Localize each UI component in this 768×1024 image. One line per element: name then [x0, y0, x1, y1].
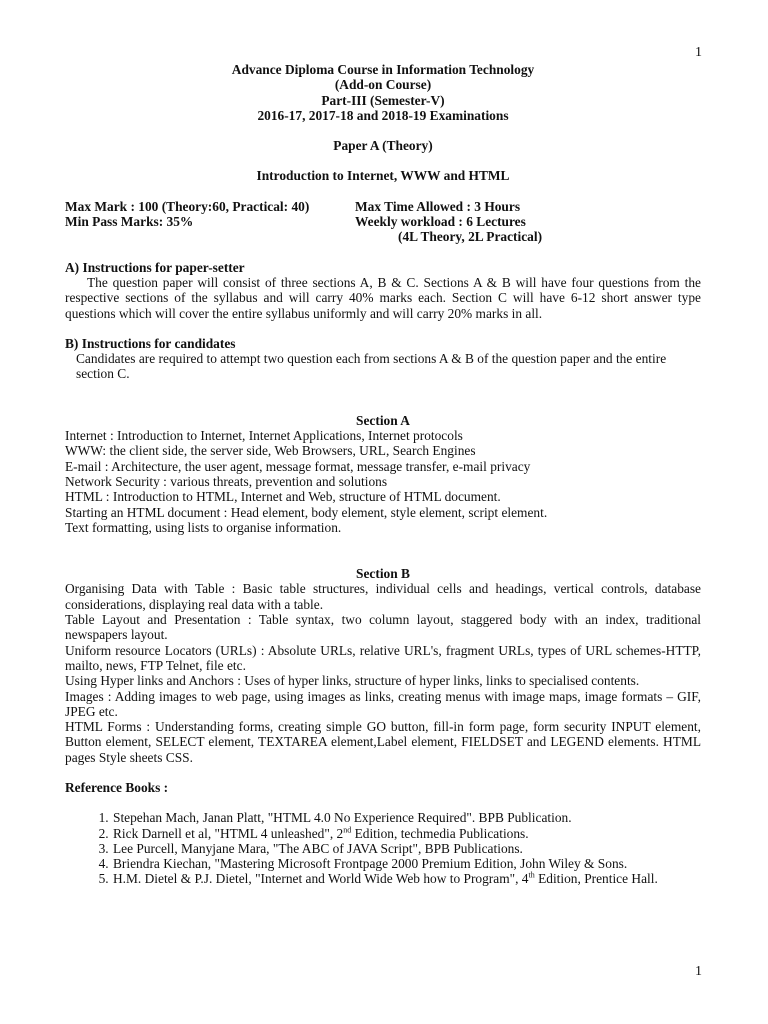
reference-item: 1. Stepehan Mach, Janan Platt, "HTML 4.0 No Experience Required". BPB Publication.	[112, 810, 701, 825]
reference-item: 3. Lee Purcell, Manyjane Mara, "The ABC of JAVA Script", BPB Publications.	[112, 841, 701, 856]
page-number-bottom: 1	[695, 964, 702, 979]
reference-list	[65, 810, 701, 886]
section-a-line: HTML : Introduction to HTML, Internet and Web, structure of HTML document.	[65, 489, 501, 505]
marks-row-1	[65, 199, 701, 214]
section-b-paragraph: Using Hyper links and Anchors : Uses of hyper links, structure of hyper links, links to specialised contents.	[65, 673, 640, 689]
section-b-paragraph: Images : Adding images to web page, using images as links, creating menus with image maps, image formats – GIF, JPEG etc.	[65, 688, 701, 719]
max-time: Max Time Allowed : 3 Hours	[355, 198, 521, 214]
course-part: Part-III (Semester-V)	[321, 92, 445, 108]
workload-split: (4L Theory, 2L Practical)	[398, 229, 543, 245]
subject-title: Introduction to Internet, WWW and HTML	[256, 168, 510, 184]
section-b-paragraph: Table Layout and Presentation : Table syntax, two column layout, staggered body with an index, traditional newspapers layout.	[65, 612, 701, 643]
course-subtitle: (Add-on Course)	[334, 77, 432, 93]
setter-heading: A) Instructions for paper-setter	[65, 259, 245, 275]
max-mark: Max Mark : 100 (Theory:60, Practical: 40)	[65, 198, 310, 214]
section-a-line: WWW: the client side, the server side, Web Browsers, URL, Search Engines	[65, 443, 476, 459]
reference-item: 2. Rick Darnell et al, "HTML 4 unleashed", 2nd Edition, techmedia Publications.	[112, 826, 701, 841]
document-body	[65, 62, 701, 887]
candidates-heading: B) Instructions for candidates	[65, 335, 236, 351]
candidates-text: Candidates are required to attempt two question each from sections A & B of the question paper and the entire section C.	[76, 351, 667, 382]
section-a-line: E-mail : Architecture, the user agent, message format, message transfer, e-mail privacy	[65, 458, 531, 474]
section-a-line: Starting an HTML document : Head element, body element, style element, script element.	[65, 504, 548, 520]
weekly-workload: Weekly workload : 6 Lectures	[355, 214, 526, 230]
reference-item: 5. H.M. Dietel & P.J. Dietel, "Internet and World Wide Web how to Program", 4th Edition, Prentice Hall.	[112, 871, 701, 886]
reference-books-heading: Reference Books :	[65, 779, 169, 795]
section-a-line: Internet : Introduction to Internet, Internet Applications, Internet protocols	[65, 428, 463, 444]
section-a-line: Network Security : various threats, prevention and solutions	[65, 473, 388, 489]
course-title: Advance Diploma Course in Information Technology	[231, 62, 535, 77]
reference-item: 4. Briendra Kiechan, "Mastering Microsoft Frontpage 2000 Premium Edition, John Wiley & Sons.	[112, 856, 701, 871]
course-sessions: 2016-17, 2017-18 and 2018-19 Examinations	[257, 107, 509, 123]
section-a-line: Text formatting, using lists to organise information.	[65, 519, 342, 535]
marks-row-2	[65, 214, 701, 229]
min-pass: Min Pass Marks: 35%	[65, 214, 194, 230]
paper-title: Paper A (Theory)	[333, 138, 433, 154]
section-b-paragraph: Uniform resource Locators (URLs) : Absolute URLs, relative URL's, fragment URLs, types of URL schemes-HTTP, mailto, news, FTP Telnet, file etc.	[65, 642, 701, 673]
section-b-paragraph: HTML Forms : Understanding forms, creating simple GO button, fill-in form page, form security INPUT element, Button element, SELECT element, TEXTAREA element,Label element, FIELDSET and LEGEND elements. HTML pages Style sheets CSS.	[65, 719, 701, 765]
setter-text: The question paper will consist of three sections A, B & C. Sections A & B will have four questions from the respective sections of the syllabus and will carry 40% marks each. Section C will have 6-12 short answer type questions which will cover the entire syllabus uniformly and will carry 20% marks in all.	[65, 274, 701, 321]
page-number-top: 1	[695, 45, 702, 60]
section-a-heading: Section A	[356, 412, 410, 428]
section-b-heading: Section B	[356, 566, 410, 582]
section-b-paragraph: Organising Data with Table : Basic table structures, individual cells and headings, vertical controls, database considerations, displaying real data with a table.	[65, 581, 701, 612]
